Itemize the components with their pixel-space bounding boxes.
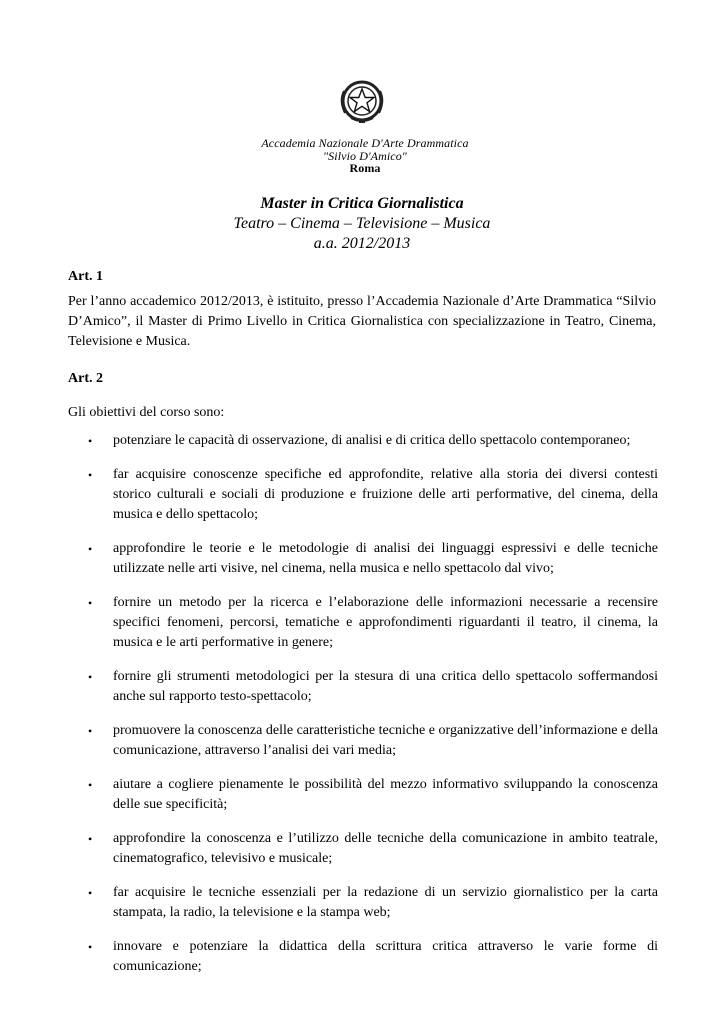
document-title: Master in Critica Giornalistica	[260, 195, 464, 212]
bullet-icon: •	[88, 596, 93, 610]
list-item	[68, 465, 658, 525]
objective-text: far acquisire le tecniche essenziali per la redazione di un servizio giornalistico per la carta stampata, la radio, la televisione e la stampa web;	[113, 885, 658, 920]
bullet-icon: •	[88, 940, 93, 954]
list-item	[68, 539, 658, 579]
article-1-heading: Art. 1	[68, 269, 103, 284]
list-item	[68, 593, 658, 653]
bullet-icon: •	[88, 886, 93, 900]
objective-text: potenziare le capacità di osservazione, di analisi e di critica dello spettacolo contemporaneo;	[113, 433, 631, 448]
list-item	[68, 431, 658, 451]
institution-subtitle: "Silvio D'Amico"	[323, 149, 407, 163]
list-item	[68, 721, 658, 761]
bullet-icon: •	[88, 434, 93, 448]
objective-text: promuovere la conoscenza delle caratteristiche tecniche e organizzative dell’informazione e della comunicazione, attraverso l’analisi dei vari media;	[113, 723, 658, 758]
objective-text: innovare e potenziare la didattica della scrittura critica attraverso le varie forme di comunicazione;	[113, 939, 658, 974]
objective-text: fornire gli strumenti metodologici per la stesura di una critica dello spettacolo soffermandosi anche sul rapporto testo-spettacolo;	[113, 669, 658, 704]
article-2-intro: Gli obiettivi del corso sono:	[68, 405, 225, 420]
bullet-icon: •	[88, 542, 93, 556]
document-subtitle: Teatro – Cinema – Televisione – Musica	[233, 215, 491, 232]
bullet-icon: •	[88, 832, 93, 846]
bullet-icon: •	[88, 670, 93, 684]
objective-text: approfondire le teorie e le metodologie di analisi dei linguaggi espressivi e delle tecniche utilizzate nelle arti visive, nel cinema, nella musica e nello spettacolo dal vivo;	[113, 541, 658, 576]
objective-text: aiutare a cogliere pienamente le possibilità del mezzo informativo sviluppando la conoscenza delle sue specificità;	[113, 777, 658, 812]
list-item	[68, 775, 658, 815]
objectives-list	[68, 431, 658, 991]
bullet-icon: •	[88, 724, 93, 738]
objective-text: fornire un metodo per la ricerca e l’elaborazione delle informazioni necessarie a recensire specifici fenomeni, percorsi, tematiche e approfondimenti riguardanti il teatro, il cinema, la musica e le arti performative in genere;	[113, 595, 658, 650]
article-1-text: Per l’anno accademico 2012/2013, è istituito, presso l’Accademia Nazionale d’Arte Drammatica “Silvio D’Amico”, il Master di Primo Livello in Critica Giornalistica con specializzazione in Teatro, Cinema, Televisione e Musica.	[68, 294, 656, 349]
list-item	[68, 829, 658, 869]
list-item	[68, 667, 658, 707]
academic-year: a.a. 2012/2013	[313, 235, 411, 252]
list-item	[68, 883, 658, 923]
objective-text: approfondire la conoscenza e l’utilizzo delle tecniche della comunicazione in ambito teatrale, cinematografico, televisivo e musicale;	[113, 831, 658, 866]
institution-city: Roma	[349, 161, 381, 175]
institution-name: Accademia Nazionale D'Arte Drammatica	[261, 136, 469, 150]
bullet-icon: •	[88, 468, 93, 482]
italian-republic-emblem-icon	[337, 77, 387, 127]
article-2-heading: Art. 2	[68, 371, 103, 386]
objective-text: far acquisire conoscenze specifiche ed approfondite, relative alla storia dei diversi contesti storico culturali e sociali di produzione e fruizione delle arti performative, del cinema, della musica e dello spettacolo;	[113, 467, 658, 522]
bullet-icon: •	[88, 778, 93, 792]
list-item	[68, 937, 658, 977]
